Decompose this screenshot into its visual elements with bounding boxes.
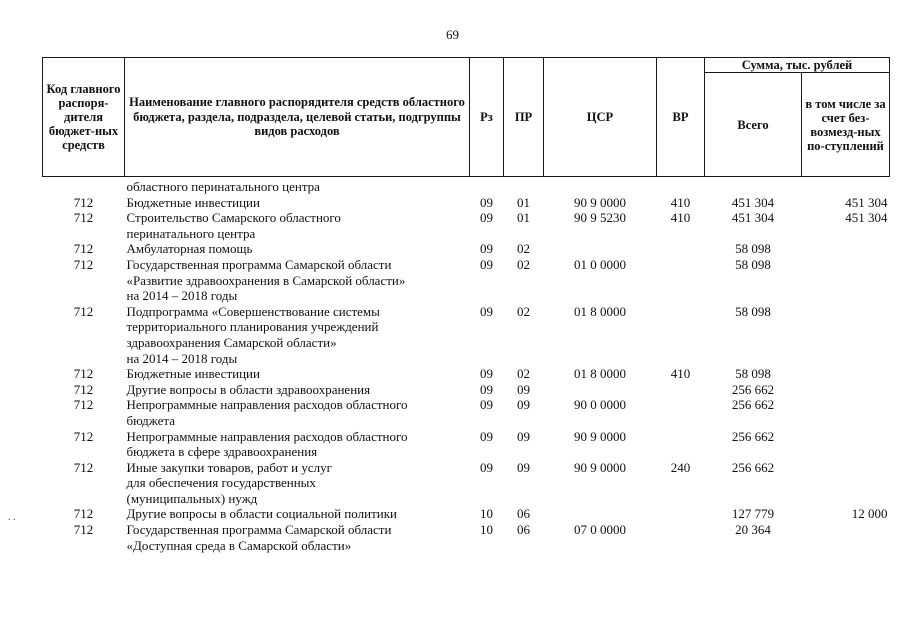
table-row: [43, 210, 890, 241]
cell-vr: [657, 506, 705, 522]
cell-pr: 09: [517, 428, 530, 444]
cell-incl: [802, 304, 890, 366]
cell-code: 712: [73, 381, 94, 397]
cell-name: [125, 397, 470, 428]
cell-name: [125, 522, 470, 553]
cell-csr: 07 0 0000: [574, 522, 626, 538]
scan-speck: . .: [8, 512, 16, 523]
cell-csr: 90 9 5230: [574, 210, 626, 226]
cell-incl: [802, 460, 890, 507]
cell-incl: [802, 257, 890, 304]
name-line: Непрограммные направления расходов областного: [126, 428, 408, 444]
header-name: Наименование главного распорядителя средств областного бюджета, раздела, подраздела, целевой статьи, подгруппы видов расходов: [125, 58, 470, 177]
cell-vr: 410: [670, 366, 691, 382]
header-csr: ЦСР: [544, 58, 657, 177]
cell-incl: [802, 522, 890, 553]
table-row: [43, 397, 890, 428]
cell-name: [125, 304, 470, 366]
cell-incl: [802, 429, 890, 460]
cell-name: [125, 429, 470, 460]
cell-pr: 02: [517, 241, 530, 257]
cell-vr: [657, 429, 705, 460]
table-row: [43, 195, 890, 211]
cell-csr: [544, 506, 657, 522]
table-row: [43, 460, 890, 507]
cell-total: 20 364: [735, 522, 771, 538]
name-line: Непрограммные направления расходов областного: [126, 397, 408, 413]
name-line: для обеспечения государственных: [126, 475, 316, 491]
cell-pr: 09: [517, 397, 530, 413]
cell-rz: 09: [480, 241, 493, 257]
name-line: территориального планирования учреждений: [126, 319, 379, 335]
cell-rz: 09: [480, 303, 493, 319]
cell-total: 58 098: [735, 256, 771, 272]
name-line: Строительство Самарского областного: [126, 210, 341, 226]
name-line: «Доступная среда в Самарской области»: [126, 537, 352, 553]
cell-pr: 02: [517, 256, 530, 272]
cell-code: 712: [73, 428, 94, 444]
cell-code: 712: [73, 506, 94, 522]
table-row: [43, 382, 890, 398]
name-line: Государственная программа Самарской области: [126, 522, 392, 538]
cell-pr: 02: [517, 303, 530, 319]
name-line: на 2014 – 2018 годы: [126, 350, 238, 366]
cell-total: 58 098: [735, 241, 771, 257]
cell-vr: [657, 397, 705, 428]
name-line: Подпрограмма «Совершенствование системы: [126, 303, 380, 319]
cell-pr: 01: [517, 194, 530, 210]
cell-total: 127 779: [731, 506, 775, 522]
name-line: Государственная программа Самарской области: [126, 256, 392, 272]
cell-rz: 09: [480, 194, 493, 210]
cell-incl: [802, 382, 890, 398]
name-line: Бюджетные инвестиции: [126, 194, 260, 210]
cell-incl: 451 304: [845, 194, 888, 210]
cell-name: [125, 506, 470, 522]
cell-incl: 451 304: [845, 210, 888, 226]
cell-csr: 01 0 0000: [574, 256, 626, 272]
header-code: Код главного распоря-дителя бюджет-ных средств: [43, 58, 125, 177]
name-line: бюджета: [126, 412, 175, 428]
table-row: [43, 304, 890, 366]
cell-incl: 12 000: [851, 506, 888, 522]
cell-pr: 09: [517, 381, 530, 397]
cell-rz: 09: [480, 428, 493, 444]
cell-pr: 02: [517, 366, 530, 382]
header-vr: ВР: [657, 58, 705, 177]
cell-csr: 90 0 0000: [574, 397, 626, 413]
cell-pr: 06: [517, 506, 530, 522]
cell-code: 712: [73, 210, 94, 226]
cell-vr: [657, 522, 705, 553]
cell-name: [125, 257, 470, 304]
name-line: Амбулаторная помощь: [126, 241, 253, 257]
cell-total: 256 662: [731, 381, 775, 397]
cell-csr: [544, 241, 657, 257]
page-number: 69: [446, 27, 459, 42]
cell-name: [125, 366, 470, 382]
table-row: [43, 257, 890, 304]
cell-incl: [802, 366, 890, 382]
name-line: областного перинатального центра: [126, 179, 320, 194]
cell-name: [125, 460, 470, 507]
name-line: на 2014 – 2018 годы: [126, 288, 238, 304]
cell-code: 712: [73, 397, 94, 413]
cell-rz: 09: [480, 397, 493, 413]
cell-incl: [802, 397, 890, 428]
table-row: [43, 522, 890, 553]
table-row: [43, 177, 890, 195]
cell-csr: [544, 177, 657, 195]
name-line: Другие вопросы в области здравоохранения: [126, 381, 371, 397]
table-row: [43, 506, 890, 522]
cell-total: 256 662: [731, 397, 775, 413]
cell-vr: 410: [670, 210, 691, 226]
cell-name: [125, 210, 470, 241]
cell-incl: [802, 241, 890, 257]
header-rz: Рз: [470, 58, 504, 177]
cell-incl: [802, 177, 890, 195]
header-total: Всего: [705, 73, 802, 177]
cell-total: 58 098: [735, 303, 771, 319]
cell-name: [125, 241, 470, 257]
cell-rz: 09: [480, 366, 493, 382]
cell-code: 712: [73, 459, 94, 475]
cell-total: [705, 177, 802, 195]
cell-rz: 09: [480, 459, 493, 475]
cell-name: [125, 382, 470, 398]
cell-pr: 01: [517, 210, 530, 226]
cell-total: 256 662: [731, 428, 775, 444]
cell-pr: [504, 177, 544, 195]
name-line: Иные закупки товаров, работ и услуг: [126, 459, 332, 475]
cell-csr: 01 8 0000: [574, 366, 626, 382]
name-line: перинатального центра: [126, 225, 256, 241]
cell-rz: 09: [480, 210, 493, 226]
name-line: Другие вопросы в области социальной политики: [126, 506, 397, 522]
name-line: Бюджетные инвестиции: [126, 366, 260, 382]
table-row: [43, 241, 890, 257]
cell-code: 712: [73, 194, 94, 210]
cell-vr: [657, 257, 705, 304]
cell-vr: 240: [670, 459, 691, 475]
name-line: «Развитие здравоохранения в Самарской области»: [126, 272, 406, 288]
cell-total: 256 662: [731, 459, 775, 475]
cell-rz: [470, 177, 504, 195]
cell-code: 712: [73, 256, 94, 272]
cell-vr: [657, 177, 705, 195]
table-row: [43, 429, 890, 460]
cell-total: 451 304: [731, 194, 775, 210]
cell-rz: 09: [480, 381, 493, 397]
cell-csr: 90 9 0000: [574, 459, 626, 475]
cell-csr: 01 8 0000: [574, 303, 626, 319]
cell-vr: [657, 304, 705, 366]
cell-code: 712: [73, 241, 94, 257]
cell-csr: 90 9 0000: [574, 428, 626, 444]
cell-vr: [657, 382, 705, 398]
cell-rz: 09: [480, 256, 493, 272]
cell-pr: 06: [517, 522, 530, 538]
header-incl: в том числе за счет без-возмезд-ных по-ступлений: [802, 73, 890, 177]
cell-code: [43, 177, 125, 195]
cell-name: [125, 195, 470, 211]
cell-rz: 10: [480, 522, 493, 538]
cell-code: 712: [73, 522, 94, 538]
cell-code: 712: [73, 303, 94, 319]
table-row: [43, 366, 890, 382]
cell-rz: 10: [480, 506, 493, 522]
name-line: (муниципальных) нужд: [126, 490, 258, 506]
cell-pr: 09: [517, 459, 530, 475]
name-line: бюджета в сфере здравоохранения: [126, 444, 318, 460]
header-pr: ПР: [504, 58, 544, 177]
name-line: здравоохранения Самарской области»: [126, 334, 337, 350]
cell-total: 451 304: [731, 210, 775, 226]
cell-name: [125, 177, 470, 195]
cell-vr: [657, 241, 705, 257]
cell-code: 712: [73, 366, 94, 382]
budget-table: [42, 57, 890, 553]
table-body: [43, 177, 890, 554]
cell-total: 58 098: [735, 366, 771, 382]
cell-csr: [544, 382, 657, 398]
cell-csr: 90 9 0000: [574, 194, 626, 210]
cell-vr: 410: [670, 194, 691, 210]
header-sum: Сумма, тыс. рублей: [705, 58, 890, 73]
